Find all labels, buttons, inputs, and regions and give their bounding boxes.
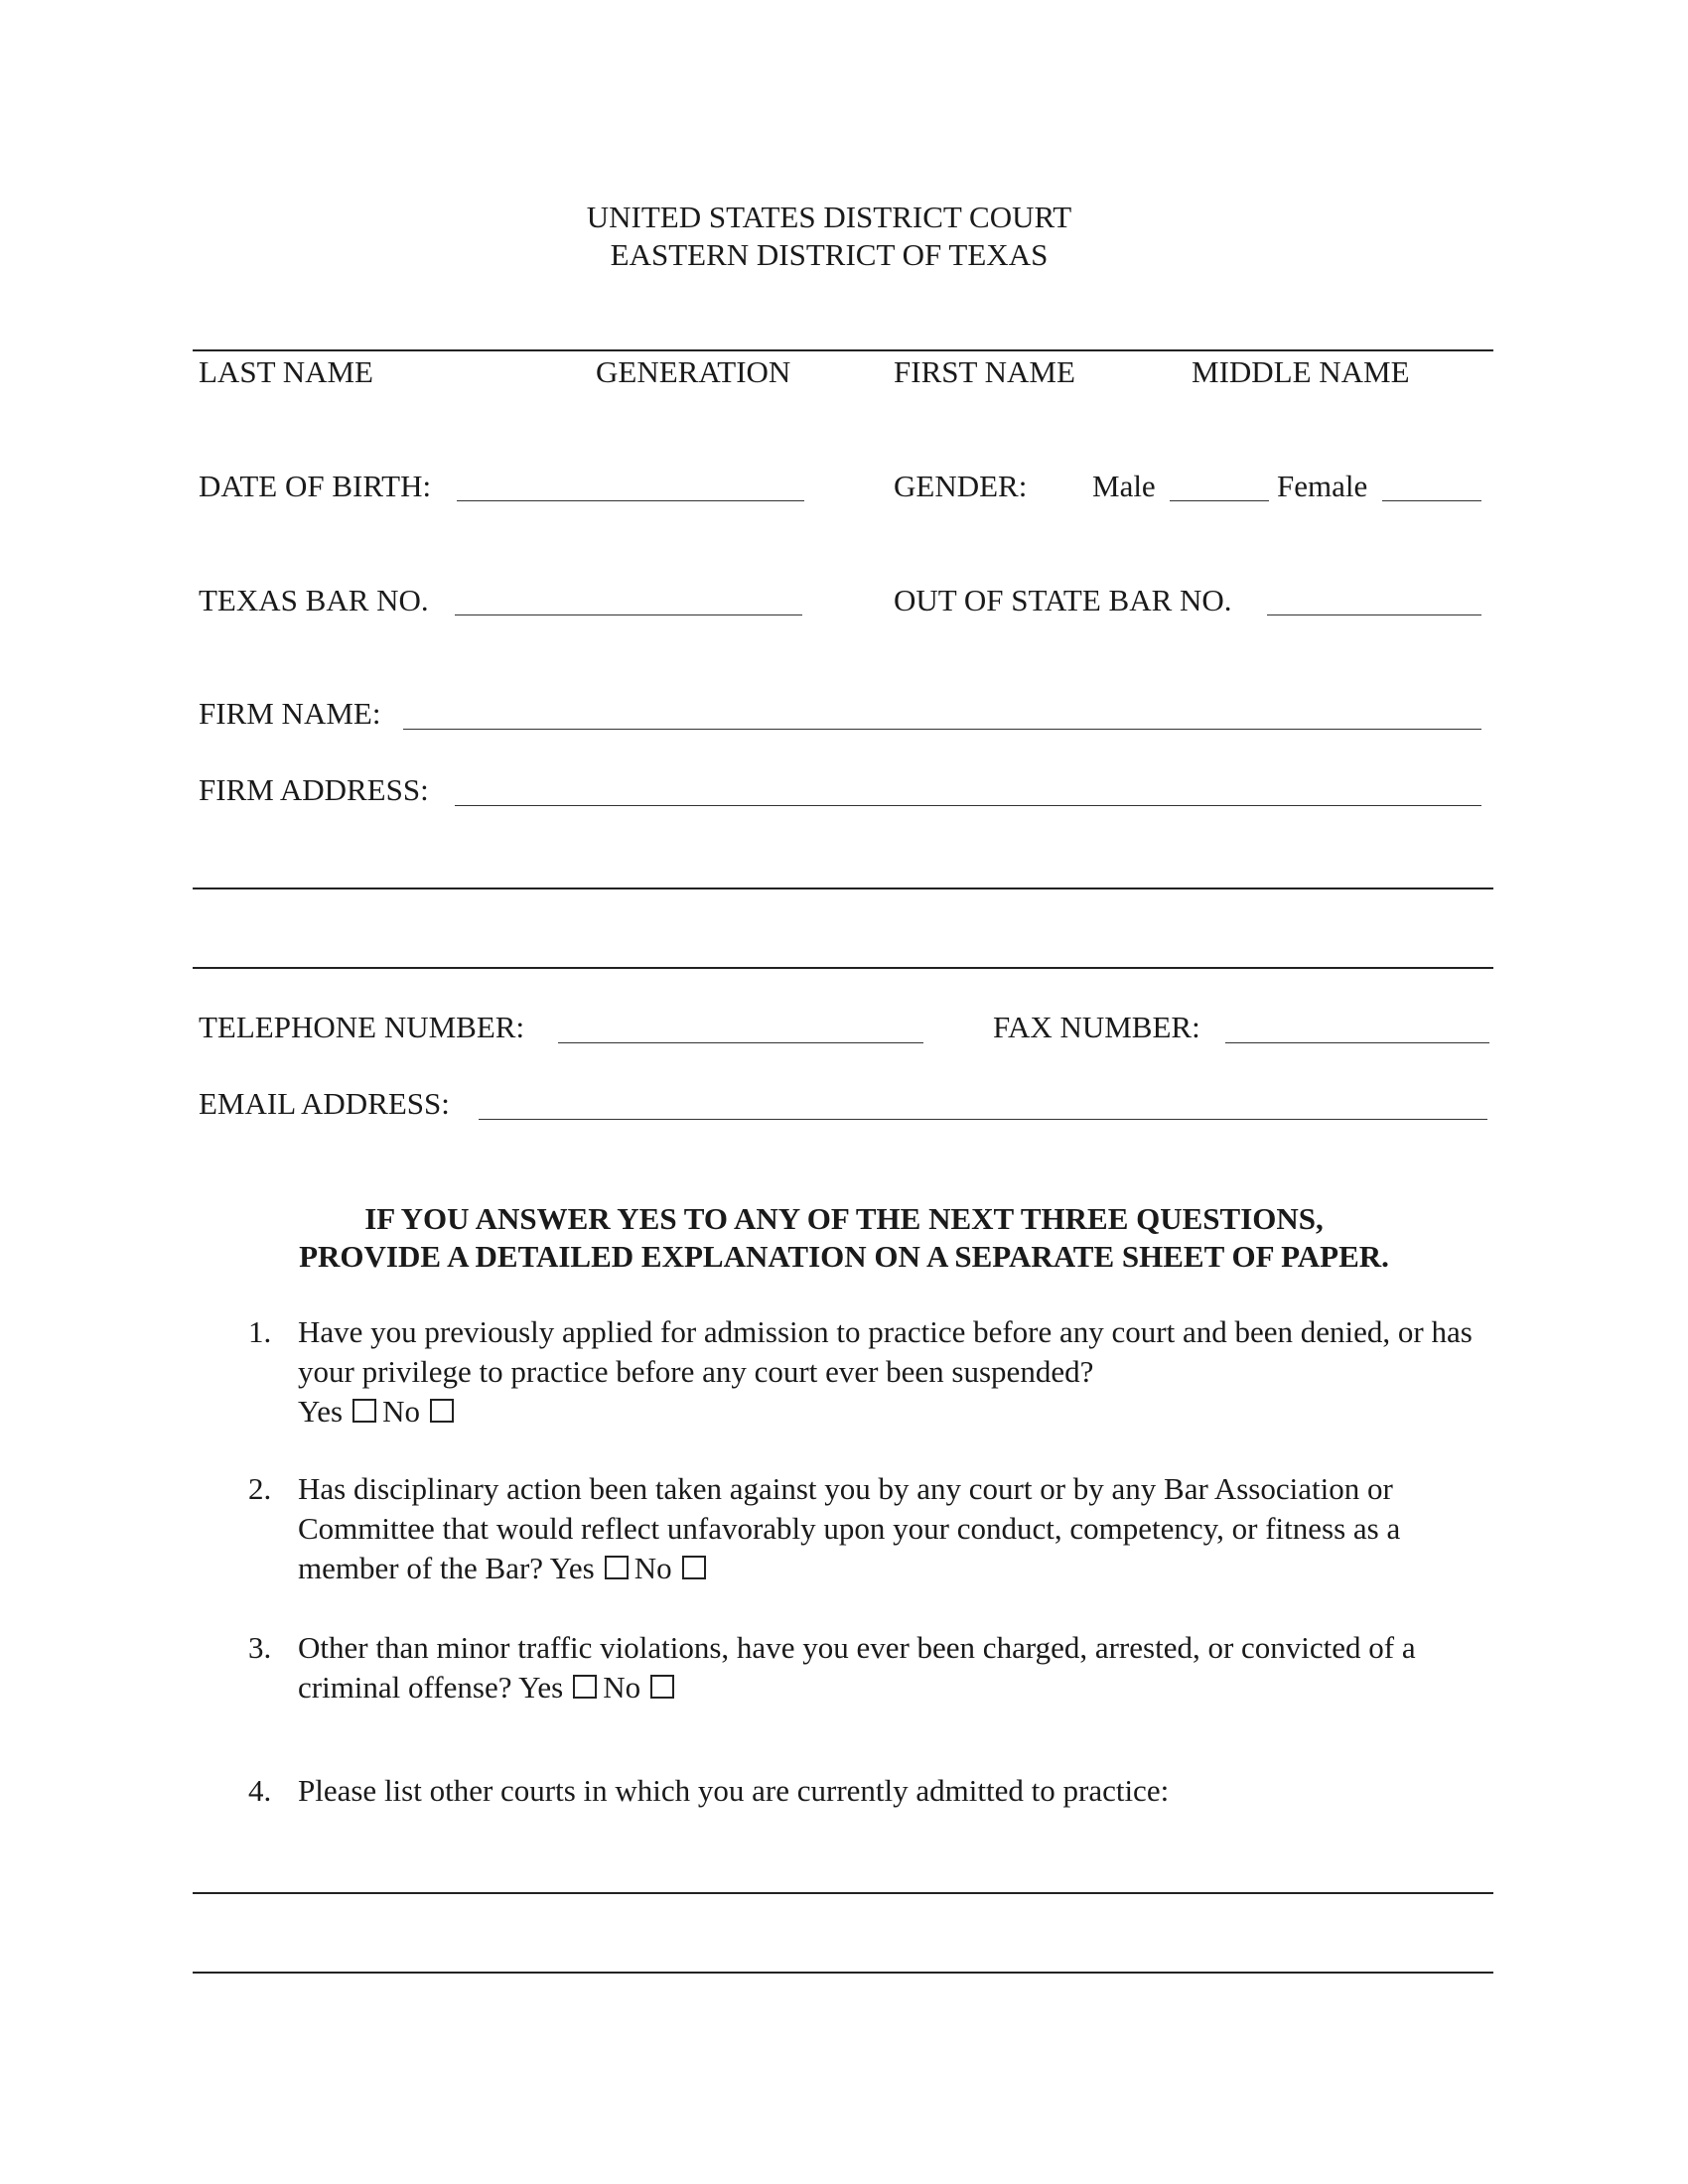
firm-name-label: FIRM NAME: (199, 696, 381, 731)
question-3-answers (518, 1670, 680, 1705)
telephone-number-label: TELEPHONE NUMBER: (199, 1010, 525, 1044)
name-entry-line[interactable] (193, 349, 1493, 351)
yes-label: Yes (518, 1670, 564, 1705)
middle-name-label: MIDDLE NAME (1192, 354, 1410, 389)
question-1-no-checkbox[interactable] (430, 1399, 454, 1423)
generation-label: GENERATION (596, 354, 791, 389)
firm-address-field[interactable] (455, 805, 1481, 806)
female-label: Female (1277, 469, 1368, 503)
yes-label: Yes (298, 1394, 344, 1429)
question-1 (298, 1312, 1489, 1432)
other-courts-line-2[interactable] (193, 1972, 1493, 1974)
gender-label: GENDER: (894, 469, 1028, 503)
question-3-number: 3. (248, 1630, 272, 1665)
out-of-state-bar-no-field[interactable] (1267, 614, 1481, 615)
question-1-number: 1. (248, 1314, 272, 1349)
no-label: No (633, 1551, 672, 1585)
question-3-no-checkbox[interactable] (650, 1675, 674, 1699)
question-1-text: Have you previously applied for admission to practice before any court and been denied, or has your privilege to practice before any court ever been suspended? (298, 1314, 1473, 1389)
female-field[interactable] (1382, 500, 1481, 501)
question-2-text: Has disciplinary action been taken against you by any court or by any Bar Association or Committee that would reflect unfavorably upon your conduct, competency, or fitness as a member of the Bar? (298, 1471, 1401, 1585)
notice-line-1: IF YOU ANSWER YES TO ANY OF THE NEXT THREE QUESTIONS, (364, 1201, 1324, 1236)
question-2-number: 2. (248, 1471, 272, 1506)
texas-bar-no-label: TEXAS BAR NO. (199, 583, 429, 617)
no-label: No (382, 1394, 420, 1429)
out-of-state-bar-no-label: OUT OF STATE BAR NO. (894, 583, 1232, 617)
male-field[interactable] (1170, 500, 1269, 501)
email-address-field[interactable] (479, 1119, 1487, 1120)
notice-line-2: PROVIDE A DETAILED EXPLANATION ON A SEPARATE SHEET OF PAPER. (299, 1239, 1389, 1274)
male-label: Male (1092, 469, 1156, 503)
question-3 (298, 1628, 1494, 1707)
date-of-birth-field[interactable] (457, 500, 804, 501)
no-label: No (603, 1670, 641, 1705)
email-address-label: EMAIL ADDRESS: (199, 1086, 450, 1121)
texas-bar-no-field[interactable] (455, 614, 802, 615)
firm-name-field[interactable] (403, 729, 1481, 730)
question-3-yes-checkbox[interactable] (573, 1675, 597, 1699)
question-4-text: Please list other courts in which you are currently admitted to practice: (298, 1773, 1170, 1808)
telephone-number-field[interactable] (558, 1042, 923, 1043)
fax-number-label: FAX NUMBER: (993, 1010, 1200, 1044)
question-1-yes-checkbox[interactable] (352, 1399, 376, 1423)
district-title: EASTERN DISTRICT OF TEXAS (610, 237, 1049, 272)
question-2-yes-checkbox[interactable] (605, 1556, 629, 1579)
question-2 (298, 1469, 1494, 1588)
firm-address-line-2[interactable] (193, 887, 1493, 889)
fax-number-field[interactable] (1225, 1042, 1489, 1043)
firm-address-label: FIRM ADDRESS: (199, 772, 429, 807)
question-1-answers (298, 1394, 460, 1429)
other-courts-line-1[interactable] (193, 1892, 1493, 1894)
firm-address-line-3[interactable] (193, 967, 1493, 969)
yes-label: Yes (549, 1551, 595, 1585)
last-name-label: LAST NAME (199, 354, 373, 389)
question-2-answers (550, 1551, 712, 1585)
question-2-no-checkbox[interactable] (682, 1556, 706, 1579)
court-title: UNITED STATES DISTRICT COURT (586, 200, 1072, 234)
date-of-birth-label: DATE OF BIRTH: (199, 469, 432, 503)
question-3-text: Other than minor traffic violations, have you ever been charged, arrested, or convicted of a criminal offense? (298, 1630, 1416, 1705)
first-name-label: FIRST NAME (894, 354, 1075, 389)
question-4-number: 4. (248, 1773, 272, 1808)
